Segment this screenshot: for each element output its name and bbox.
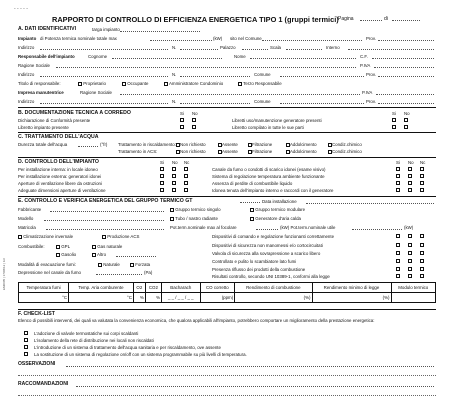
e-check-4-si-checkbox[interactable]	[396, 267, 400, 271]
section-c-heading: C. TRATTAMENTO DELL'ACQUA	[18, 134, 99, 140]
gruppo-singolo-label: Gruppo termico singolo	[175, 207, 221, 212]
indirizzo-impresa-label: Indirizzo	[18, 99, 35, 104]
d-right-2-si-checkbox[interactable]	[396, 181, 400, 185]
depressione-field[interactable]	[96, 269, 142, 275]
acs-opt-0[interactable]	[176, 149, 206, 154]
cf-label: C.F.	[360, 54, 368, 59]
comune-resp-label: Comune	[254, 72, 271, 77]
divider-b-c	[18, 132, 436, 133]
interno-label: Interno	[326, 45, 340, 50]
e-check-4-label: Presenza riflusso dei prodotti della combustione	[212, 267, 306, 272]
modello-label: Modello	[18, 216, 34, 221]
libretto-compilato-si-checkbox[interactable]	[392, 125, 396, 129]
d-right-1-label: Sistema di regolazione temperatura ambiente funzionante	[212, 174, 325, 179]
table-row	[19, 293, 436, 303]
libretto-compilato-no-checkbox[interactable]	[404, 125, 408, 129]
risc-addolcimento-label: Addolcimento	[290, 142, 317, 147]
d-right-2-nc-checkbox[interactable]	[420, 181, 424, 185]
table-header-row	[19, 283, 436, 293]
co-corretto-unit: (ppm)	[221, 295, 234, 300]
gasolio-option[interactable]	[56, 252, 76, 257]
durezza-label: Durezza totale dell'acqua	[18, 142, 68, 147]
d-left-2-no-checkbox[interactable]	[172, 181, 176, 185]
palazzo-label: Palazzo	[220, 45, 236, 50]
risc-opt-0[interactable]	[176, 142, 206, 147]
impresa-label: Impresa manutentrice	[18, 90, 64, 95]
d-left-0-no-checkbox[interactable]	[172, 167, 176, 171]
acs-condiz-chimico-label: Condiz.chimico	[332, 149, 362, 154]
amministratore-checkbox[interactable]	[164, 82, 168, 86]
tratt-acs-label: Trattamento in ACS:	[118, 149, 158, 154]
checklist-item-2-label: L'introduzione di un sistema di trattamento dell'acqua sanitaria e per riscaldamento, ove assente	[34, 345, 221, 350]
acs-opt-3[interactable]	[286, 149, 317, 154]
combustibile-label: Combustibile:	[18, 244, 45, 249]
acs-non-richiesto-label: Non richiesto	[180, 149, 206, 154]
gruppo-singolo-checkbox[interactable]	[170, 208, 174, 212]
potenza-label: di Potenza termica nominale totale max	[40, 36, 117, 41]
prov-impresa-label: Prov.	[366, 99, 376, 104]
e-check-3-si-checkbox[interactable]	[396, 259, 400, 263]
evacuazione-label: Modalità di evacuazione fumi:	[18, 262, 76, 267]
modulo-termico-cell[interactable]	[391, 293, 436, 303]
numero-resp-label: N.	[172, 72, 177, 77]
risc-condiz-chimico-label: Condiz.chimico	[332, 142, 362, 147]
checklist-item-3[interactable]	[24, 352, 247, 357]
side-document-code: EM0005 | 17/08/12 | 1/2	[2, 258, 6, 290]
numero-label: N.	[172, 45, 177, 50]
titolo-label: Titolo di responsabile:	[18, 81, 61, 86]
e-check-5-si-checkbox[interactable]	[396, 274, 400, 278]
ragione-sociale-label: Ragione Sociale	[18, 63, 50, 68]
risc-assente-label: Assente	[222, 142, 238, 147]
risc-opt-1[interactable]	[218, 142, 238, 147]
d-left-3-label: Adeguate dimensioni aperture di ventilazione	[18, 188, 106, 193]
d-right-1-no-checkbox[interactable]	[408, 174, 412, 178]
rendimento-minimo-cell[interactable]	[312, 293, 391, 303]
page-of-label: di	[384, 16, 388, 22]
checklist-item-0[interactable]	[24, 331, 138, 336]
e-check-0-nc-checkbox[interactable]	[420, 234, 424, 238]
e-check-1-nc-checkbox[interactable]	[420, 243, 424, 247]
divider-e-f	[18, 309, 436, 310]
table-header-cell: Temp. Aria comburente	[69, 283, 134, 293]
gas-naturale-checkbox[interactable]	[92, 245, 96, 249]
rendimento-combustione-cell[interactable]	[235, 293, 312, 303]
data-install-label: Data installazione	[262, 199, 297, 204]
altro-label: Altro	[96, 252, 107, 257]
page-label: Pagina	[338, 16, 354, 22]
altro-option[interactable]	[92, 252, 106, 257]
table-header-cell: Temperatura fumi	[19, 283, 69, 293]
d-left-3-nc-checkbox[interactable]	[184, 188, 188, 192]
raccomandazioni-line[interactable]	[18, 395, 436, 396]
e-check-0-si-checkbox[interactable]	[396, 234, 400, 238]
indirizzo-resp-field[interactable]	[40, 71, 168, 77]
d-no-header-right: No	[408, 160, 414, 165]
report-title: RAPPORTO DI CONTROLLO DI EFFICIENZA ENERGETICA TIPO 1 (gruppi termici)	[52, 15, 339, 24]
d-left-2-label: Aperture di ventilazione libere da ostruzioni	[18, 181, 102, 186]
altro-checkbox[interactable]	[92, 253, 96, 257]
forzata-label: Forzata	[135, 262, 151, 267]
checklist-item-0-label: L'adozione di valvole termostatiche sui corpi scaldanti	[34, 331, 139, 336]
prov-resp-label: Prov.	[366, 72, 376, 77]
acs-assente-label: Assente	[222, 149, 238, 154]
prov-impresa-field[interactable]	[378, 98, 434, 104]
naturale-checkbox[interactable]	[98, 263, 102, 267]
produzione-acs-label: Produzione ACS	[107, 234, 140, 239]
scala-label: Scala	[270, 45, 281, 50]
fabbricante-label: Fabbricante	[18, 207, 42, 212]
cognome-label: Cognome	[88, 54, 108, 59]
page-total-field[interactable]	[392, 15, 420, 21]
cf-field[interactable]	[372, 53, 434, 59]
comune-impresa-label: Comune	[254, 99, 271, 104]
potenza-field[interactable]	[150, 35, 212, 41]
d-left-1-nc-checkbox[interactable]	[184, 174, 188, 178]
checklist-item-3-checkbox[interactable]	[24, 352, 28, 356]
temp-aria-unit: °C	[126, 295, 132, 300]
produzione-acs-option[interactable]	[102, 234, 139, 239]
checklist-item-2-checkbox[interactable]	[24, 345, 28, 349]
gruppo-singolo-option[interactable]	[170, 207, 221, 212]
d-right-0-nc-checkbox[interactable]	[420, 167, 424, 171]
potenza-unit: (kW)	[213, 36, 223, 41]
impresa-piva-field[interactable]	[376, 89, 434, 95]
dichiarazione-label: Dichiarazione di Conformità presente	[18, 118, 91, 123]
d-si-header: Si	[160, 160, 164, 165]
fabbricante-field[interactable]	[50, 206, 164, 212]
section-e-heading: E. CONTROLLO E VERIFICA ENERGETICA DEL GRUPPO TERMICO GT	[18, 198, 193, 204]
indirizzo-label: Indirizzo	[18, 45, 35, 50]
libretto-impianto-si-checkbox[interactable]	[180, 125, 184, 129]
b-si-header: Si	[180, 111, 184, 116]
e-check-3-no-checkbox[interactable]	[408, 259, 412, 263]
impianto-label: Impianto	[18, 36, 37, 41]
e-check-4-nc-checkbox[interactable]	[420, 267, 424, 271]
d-right-1-si-checkbox[interactable]	[396, 174, 400, 178]
piva-field[interactable]	[374, 62, 434, 68]
table-header-cell: Rendimento minimo di legge	[312, 283, 391, 293]
occupante-label: Occupante	[127, 81, 149, 86]
temp-fumi-cell[interactable]	[19, 293, 69, 303]
d-right-3-label: Idonea tenuta dell'impianto interno e raccordi con il generatore	[212, 188, 334, 193]
e-check-3-label: Controllato e pulito lo scambiatore lato fumi	[212, 259, 297, 264]
interno-field[interactable]	[348, 44, 434, 50]
climatizzazione-checkbox[interactable]	[18, 235, 22, 239]
numero-resp-field[interactable]	[180, 71, 250, 77]
e-check-2-si-checkbox[interactable]	[396, 251, 400, 255]
comune-resp-field[interactable]	[280, 71, 364, 77]
terzo-checkbox[interactable]	[238, 82, 242, 86]
amministratore-label: Amministratore Condominio	[168, 81, 224, 86]
libretto-impianto-no-checkbox[interactable]	[192, 125, 196, 129]
divider-a-b	[18, 107, 436, 108]
tratt-risc-label: Trattamento in riscaldamento:	[118, 142, 176, 147]
terzo-label: Terzo Responsabile	[243, 81, 282, 86]
impresa-ragione-label: Ragione Sociale	[80, 90, 112, 95]
libretto-uso-si-checkbox[interactable]	[392, 118, 396, 122]
bacharach-cell[interactable]	[162, 293, 201, 303]
gt-number-field[interactable]	[240, 197, 260, 203]
risc-opt-3[interactable]	[286, 142, 317, 147]
table-header-cell: CO corretto	[200, 283, 235, 293]
acs-addolcimento-label: Addolcimento	[290, 149, 317, 154]
acs-opt-2[interactable]	[248, 149, 272, 154]
b-no-header: No	[192, 111, 198, 116]
section-a-heading: A. DATI IDENTIFICATIVI	[18, 26, 77, 32]
tubo-radiante-label: Tubo / nastro radiante	[175, 216, 218, 221]
d-left-1-label: Per installazione esterna: generatori idonei	[18, 174, 102, 179]
indirizzo-field[interactable]	[40, 44, 168, 50]
combustion-measurements-table	[18, 282, 436, 303]
impresa-ragione-field[interactable]	[120, 89, 360, 95]
acs-filtrazione-label: Filtrazione	[252, 149, 273, 154]
indirizzo-impresa-field[interactable]	[40, 98, 168, 104]
checklist-item-1-label: L'isolamento della rete di distribuzione nei locali non riscaldati	[34, 338, 154, 343]
piva-label: P.IVA	[360, 63, 371, 68]
nome-field[interactable]	[250, 53, 356, 59]
numero-field[interactable]	[180, 44, 218, 50]
scala-field[interactable]	[286, 44, 322, 50]
e-check-1-no-checkbox[interactable]	[408, 243, 412, 247]
pot-utile-field[interactable]	[352, 224, 402, 230]
b-si-header-right: Si	[392, 111, 396, 116]
libretto-uso-label: Libretti uso/manutenzione generatore presenti	[232, 118, 322, 123]
o2-unit: %	[139, 295, 144, 300]
page-number-field[interactable]	[360, 15, 382, 21]
gen-aria-checkbox[interactable]	[250, 217, 254, 221]
temp-fumi-unit: °C	[62, 295, 68, 300]
durezza-unit: (°fr)	[100, 142, 108, 147]
modello-field[interactable]	[44, 215, 164, 221]
osservazioni-label: OSSERVAZIONI	[18, 361, 56, 367]
naturale-label: Naturale	[103, 262, 120, 267]
d-right-2-no-checkbox[interactable]	[408, 181, 412, 185]
data-install-field[interactable]	[306, 198, 434, 204]
osservazioni-line[interactable]	[18, 375, 436, 376]
temp-aria-cell[interactable]	[69, 293, 134, 303]
prov-resp-field[interactable]	[378, 71, 434, 77]
cognome-field[interactable]	[112, 53, 222, 59]
risc-non-richiesto-label: Non richiesto	[180, 142, 206, 147]
comune-field[interactable]	[262, 35, 362, 41]
altro-field[interactable]	[116, 251, 156, 257]
table-header-cell: Bacharach	[162, 283, 201, 293]
sito-label: sito nel Comune	[230, 36, 262, 41]
d-left-3-si-checkbox[interactable]	[160, 188, 164, 192]
acs-opt-4[interactable]	[328, 149, 362, 154]
e-check-0-no-checkbox[interactable]	[408, 234, 412, 238]
section-b-heading: B. DOCUMENTAZIONE TECNICA A CORREDO	[18, 110, 131, 116]
e-check-3-nc-checkbox[interactable]	[420, 259, 424, 263]
impresa-piva-label: P.IVA	[362, 90, 373, 95]
table-header-cell: Modulo termico	[391, 283, 436, 293]
d-left-1-no-checkbox[interactable]	[172, 174, 176, 178]
titolo-terzo[interactable]	[238, 81, 282, 86]
d-left-0-nc-checkbox[interactable]	[184, 167, 188, 171]
d-right-3-no-checkbox[interactable]	[408, 188, 412, 192]
libretto-compilato-label: Libretto compilato in tutte le sue parti	[232, 125, 304, 130]
co2-cell[interactable]	[145, 293, 161, 303]
libretto-uso-no-checkbox[interactable]	[404, 118, 408, 122]
divider-c-d	[18, 157, 436, 158]
e-check-5-label: Risultati controllo, secondo UNI 10389-1, conformi alla legge	[212, 274, 330, 279]
raccomandazioni-field[interactable]	[76, 381, 434, 387]
bacharach-unit: _ _ / _ _ / _ _	[167, 295, 194, 300]
targa-label: targa impianto	[92, 27, 120, 32]
e-check-2-no-checkbox[interactable]	[408, 251, 412, 255]
palazzo-field[interactable]	[242, 44, 268, 50]
checklist-item-1[interactable]	[24, 338, 154, 343]
table-header-cell: O2	[133, 283, 145, 293]
gruppo-modulare-option[interactable]	[250, 207, 305, 212]
naturale-option[interactable]	[98, 262, 120, 267]
d-right-2-label: Assenza di perdite di combustibile liquido	[212, 181, 293, 186]
libretto-impianto-label: Libretto impianto presente	[18, 125, 69, 130]
d-right-1-nc-checkbox[interactable]	[420, 174, 424, 178]
titolo-occupante[interactable]	[122, 81, 148, 86]
table-header-cell: CO2	[145, 283, 161, 293]
dichiarazione-no-checkbox[interactable]	[192, 118, 196, 122]
pot-focolare-field[interactable]	[256, 224, 278, 230]
gen-aria-label: Generatore d'aria calda	[255, 216, 301, 221]
pot-focolare-label: Pot.term.nominale max al focolare	[170, 225, 237, 230]
d-right-3-si-checkbox[interactable]	[396, 188, 400, 192]
risc-filtrazione-label: Filtrazione	[252, 142, 273, 147]
climatizzazione-option[interactable]	[18, 234, 73, 239]
d-nc-header: Nc	[184, 160, 190, 165]
risc-opt-4[interactable]	[328, 142, 362, 147]
depressione-unit: (Pa)	[144, 270, 153, 275]
co2-unit: %	[156, 295, 160, 300]
depressione-label: Depressione nel canale da fumo	[18, 270, 81, 275]
forzata-option[interactable]	[130, 262, 150, 267]
targa-field[interactable]	[120, 26, 200, 32]
gas-naturale-label: Gas naturale	[97, 244, 123, 249]
d-left-1-si-checkbox[interactable]	[160, 174, 164, 178]
prov-field[interactable]	[378, 35, 434, 41]
e-check-4-no-checkbox[interactable]	[408, 267, 412, 271]
durezza-field[interactable]	[78, 141, 98, 147]
d-no-header: No	[172, 160, 178, 165]
gas-naturale-option[interactable]	[92, 244, 122, 249]
e-check-0-label: Dispositivi di comando e regolazione funzionanti correttamente	[212, 234, 335, 239]
d-left-0-label: Per installazione interna: in locale idoneo	[18, 167, 98, 172]
titolo-proprietario[interactable]	[78, 81, 106, 86]
responsabile-label: Responsabile dell'impianto	[18, 54, 75, 59]
checklist-intro: Elenco di possibili interventi, dei quali va valutata la convenienza economica, che qualora applicabili all'impianto, potrebbero comportare un miglioramento della prestazione energetica:	[18, 318, 375, 323]
e-check-2-label: Valvola di sicurezza alla sovrapressione a scarico libero	[212, 251, 321, 256]
d-right-3-nc-checkbox[interactable]	[420, 188, 424, 192]
divider-d-e	[18, 196, 436, 197]
b-no-header-right: No	[404, 111, 410, 116]
gruppo-modulare-checkbox[interactable]	[250, 208, 254, 212]
d-right-0-no-checkbox[interactable]	[408, 167, 412, 171]
matricola-field[interactable]	[46, 224, 164, 230]
gen-aria-option[interactable]	[250, 216, 301, 221]
gpl-checkbox[interactable]	[56, 245, 60, 249]
gpl-label: GPL	[61, 244, 71, 249]
checklist-item-0-checkbox[interactable]	[24, 331, 28, 335]
d-left-2-si-checkbox[interactable]	[160, 181, 164, 185]
checklist-item-1-checkbox[interactable]	[24, 338, 28, 342]
d-nc-header-right: Nc	[420, 160, 426, 165]
gpl-option[interactable]	[56, 244, 70, 249]
produzione-acs-checkbox[interactable]	[102, 235, 106, 239]
dichiarazione-si-checkbox[interactable]	[180, 118, 184, 122]
climatizzazione-label: Climatizzazione invernale	[23, 234, 74, 239]
section-d-heading: D. CONTROLLO DELL'IMPIANTO	[18, 159, 99, 165]
comune-impresa-field[interactable]	[280, 98, 364, 104]
top-mark: - - - - -	[14, 6, 28, 12]
ragione-sociale-field[interactable]	[56, 62, 356, 68]
gruppo-modulare-label: Gruppo termico modulare	[255, 207, 306, 212]
numero-impresa-field[interactable]	[180, 98, 250, 104]
co-corretto-cell[interactable]	[200, 293, 235, 303]
pot-utile-unit: (kW)	[404, 225, 414, 230]
risc-opt-2[interactable]	[248, 142, 272, 147]
prov-label: Prov.	[366, 36, 376, 41]
rendimento-combustione-unit: (%)	[303, 295, 311, 300]
gasolio-checkbox[interactable]	[56, 253, 60, 257]
numero-impresa-label: N.	[172, 99, 177, 104]
table-header-cell: Rendimento di combustione	[235, 283, 312, 293]
osservazioni-field[interactable]	[66, 361, 434, 367]
e-check-5-nc-checkbox[interactable]	[420, 274, 424, 278]
titolo-amministratore[interactable]	[164, 81, 223, 86]
matricola-label: Matricola	[18, 225, 36, 230]
raccomandazioni-label: RACCOMANDAZIONI	[18, 381, 69, 387]
rendimento-minimo-unit: (%)	[382, 295, 390, 300]
e-check-1-label: Dispositivi di sicurezza non manomessi e/o cortocircuitati	[212, 243, 323, 248]
e-check-2-nc-checkbox[interactable]	[420, 251, 424, 255]
checklist-item-2[interactable]	[24, 345, 221, 350]
d-right-0-label: Canale da fumo o condotti di scarico idonei (esame visivo)	[212, 167, 326, 172]
indirizzo-resp-label: Indirizzo	[18, 72, 35, 77]
d-left-3-no-checkbox[interactable]	[172, 188, 176, 192]
gasolio-label: Gasolio	[61, 252, 77, 257]
d-right-0-si-checkbox[interactable]	[396, 167, 400, 171]
checklist-item-3-label: La sostituzione di un sistema di regolazione on/off con un sistema programmabile su più livelli di temperatura.	[34, 352, 247, 357]
e-check-1-si-checkbox[interactable]	[396, 243, 400, 247]
nome-label: Nome	[234, 54, 246, 59]
proprietario-checkbox[interactable]	[78, 82, 82, 86]
acs-opt-1[interactable]	[218, 149, 238, 154]
tubo-radiante-option[interactable]	[170, 216, 218, 221]
forzata-checkbox[interactable]	[130, 263, 134, 267]
d-left-0-si-checkbox[interactable]	[160, 167, 164, 171]
o2-cell[interactable]	[133, 293, 145, 303]
occupante-checkbox[interactable]	[122, 82, 126, 86]
pot-utile-label: (kW) Pot.term.nominale utile	[280, 225, 336, 230]
section-f-heading: F. CHECK-LIST	[18, 311, 55, 317]
proprietario-label: Proprietario	[83, 81, 106, 86]
d-left-2-nc-checkbox[interactable]	[184, 181, 188, 185]
e-check-5-no-checkbox[interactable]	[408, 274, 412, 278]
d-si-header-right: Si	[396, 160, 400, 165]
tubo-radiante-checkbox[interactable]	[170, 217, 174, 221]
